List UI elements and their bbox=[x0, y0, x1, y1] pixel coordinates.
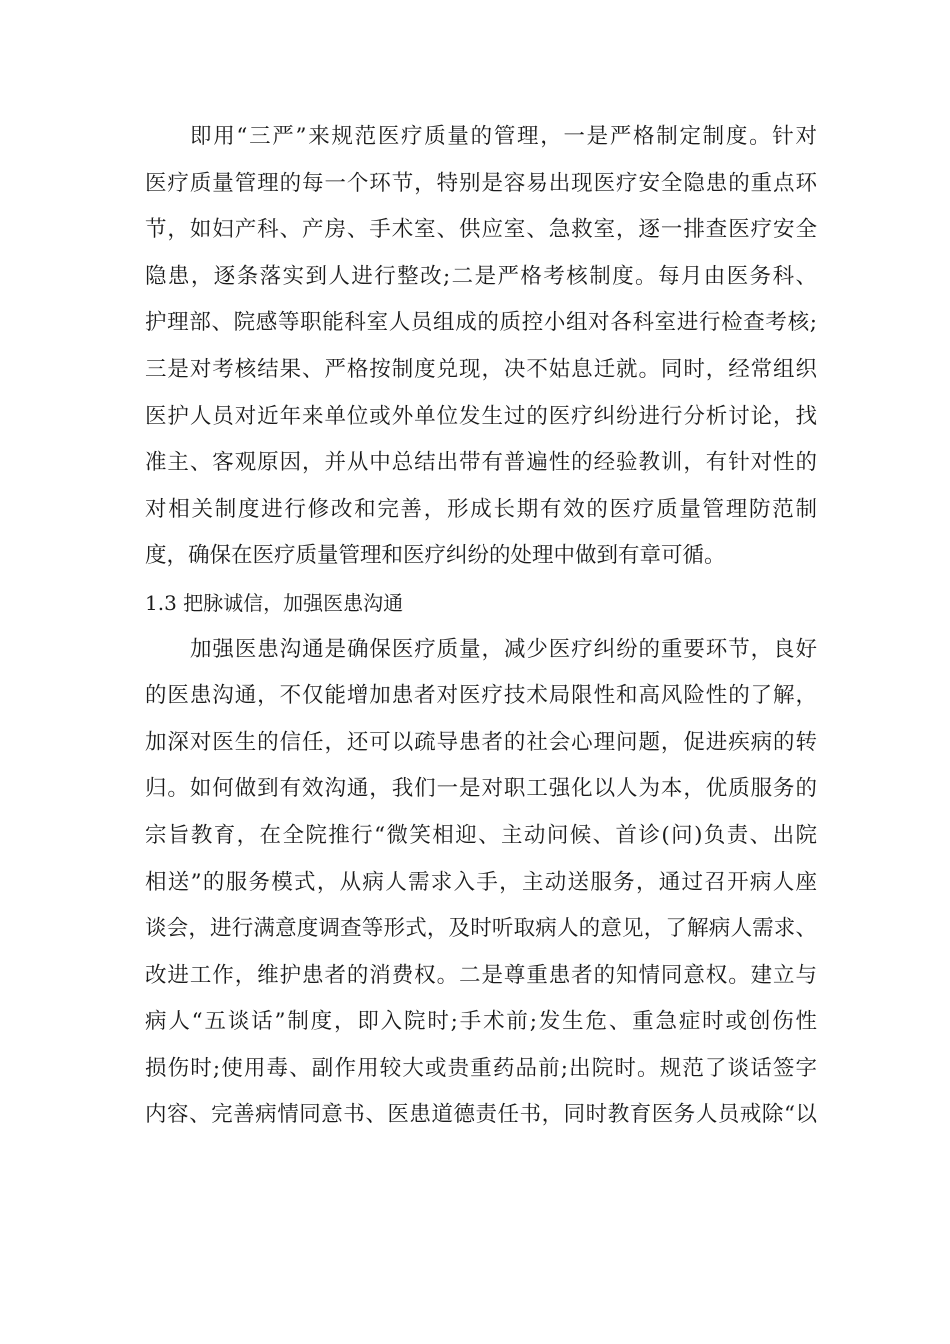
section-heading: 1.3 把脉诚信，加强医患沟通 bbox=[145, 590, 404, 615]
paragraph-1-line-10: 度，确保在医疗质量管理和医疗纠纷的处理中做到有章可循。 bbox=[145, 543, 726, 569]
paragraph-2-line-3: 加深对医生的信任，还可以疏导患者的社会心理问题，促进疾病的转 bbox=[145, 729, 817, 755]
paragraph-2-line-5: 宗旨教育，在全院推行“微笑相迎、主动问候、首诊(问)负责、出院 bbox=[145, 822, 817, 848]
paragraph-2-line-2: 的医患沟通，不仅能增加患者对医疗技术局限性和高风险性的了解， bbox=[145, 683, 817, 709]
paragraph-1-line-2: 医疗质量管理的每一个环节，特别是容易出现医疗安全隐患的重点环 bbox=[145, 170, 817, 196]
paragraph-1-line-5: 护理部、院感等职能科室人员组成的质控小组对各科室进行检查考核; bbox=[145, 310, 817, 336]
paragraph-1-line-7: 医护人员对近年来单位或外单位发生过的医疗纠纷进行分析讨论，找 bbox=[145, 403, 817, 429]
paragraph-1-line-6: 三是对考核结果、严格按制度兑现，决不姑息迁就。同时，经常组织 bbox=[145, 356, 817, 382]
paragraph-2-line-4: 归。如何做到有效沟通，我们一是对职工强化以人为本，优质服务的 bbox=[145, 776, 817, 802]
paragraph-2-line-8: 改进工作，维护患者的消费权。二是尊重患者的知情同意权。建立与 bbox=[145, 962, 817, 988]
paragraph-1-line-1: 即用“三严”来规范医疗质量的管理，一是严格制定制度。针对 bbox=[190, 124, 817, 149]
paragraph-2-line-7: 谈会，进行满意度调查等形式，及时听取病人的意见，了解病人需求、 bbox=[145, 916, 817, 942]
paragraph-2-line-6: 相送”的服务模式，从病人需求入手，主动送服务，通过召开病人座 bbox=[145, 869, 817, 895]
paragraph-1-line-8: 准主、客观原因，并从中总结出带有普遍性的经验教训，有针对性的 bbox=[145, 450, 817, 476]
paragraph-2-line-11: 内容、完善病情同意书、医患道德责任书，同时教育医务人员戒除“以 bbox=[145, 1102, 817, 1128]
paragraph-2-line-9: 病人“五谈话”制度，即入院时;手术前;发生危、重急症时或创伤性 bbox=[145, 1009, 817, 1035]
paragraph-1-line-9: 对相关制度进行修改和完善，形成长期有效的医疗质量管理防范制 bbox=[145, 496, 817, 522]
paragraph-1-line-3: 节，如妇产科、产房、手术室、供应室、急救室，逐一排查医疗安全 bbox=[145, 217, 817, 243]
paragraph-2-line-10: 损伤时;使用毒、副作用较大或贵重药品前;出院时。规范了谈话签字 bbox=[145, 1055, 817, 1081]
paragraph-1-line-4: 隐患，逐条落实到人进行整改;二是严格考核制度。每月由医务科、 bbox=[145, 263, 817, 289]
document-page bbox=[145, 114, 817, 1139]
paragraph-2-line-1: 加强医患沟通是确保医疗质量，减少医疗纠纷的重要环节，良好 bbox=[190, 636, 817, 662]
